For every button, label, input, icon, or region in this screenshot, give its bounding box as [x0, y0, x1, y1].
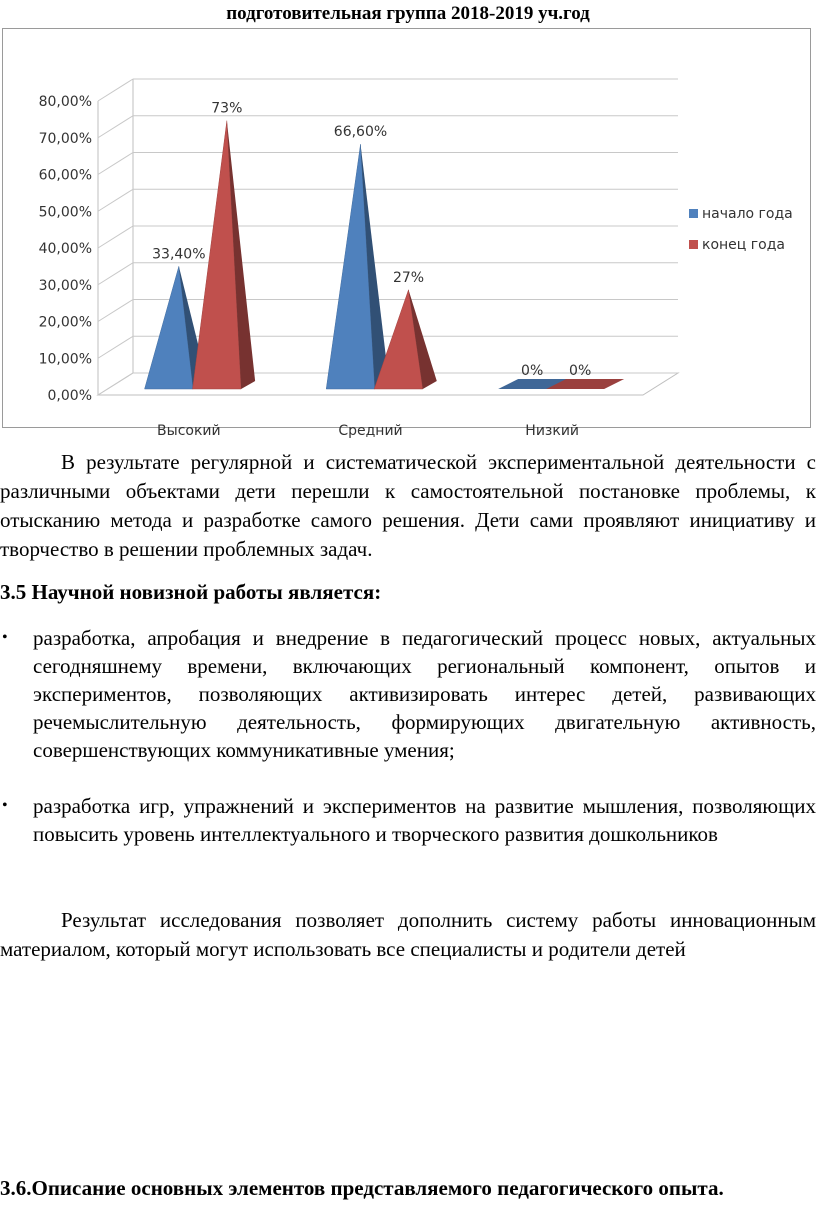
- gridline-side: [98, 116, 133, 138]
- gridline-side: [98, 336, 133, 358]
- y-tick-label: 30,00%: [38, 277, 92, 294]
- paragraph-conclusion: Результат исследования позволяет дополнить систему работы инновационным материалом, который могут использовать все специалисты и родители детей: [0, 908, 816, 961]
- gridline-side: [98, 189, 133, 211]
- bullet-icon: •: [2, 797, 8, 814]
- data-label: 0%: [569, 363, 592, 379]
- novelty-list: [0, 624, 816, 848]
- data-label: 0%: [521, 363, 544, 379]
- list-item-text: разработка, апробация и внедрение в педагогический процесс новых, актуальных сегодняшнему времени, включающих региональный компонент, опытов и экспериментов, позволяющих активизировать интерес детей, развивающих речемыслительную деятельность, формирующих двигательную активность, совершенствующих коммуникативные умения;: [33, 626, 816, 762]
- data-label: 27%: [392, 269, 425, 286]
- list-item-text: разработка игр, упражнений и экспериментов на развитие мышления, позволяющих повысить уровень интеллектуального и творческого развития дошкольников: [33, 794, 816, 846]
- x-tick-label: Средний: [338, 423, 403, 439]
- legend-swatch: [689, 240, 698, 249]
- pyramid-chart: [3, 29, 810, 439]
- heading-3-6: 3.6.Описание основных элементов представляемого педагогического опыта.: [0, 1176, 724, 1200]
- y-tick-label: 20,00%: [38, 314, 92, 331]
- y-tick-label: 50,00%: [38, 204, 92, 221]
- chart-title: подготовительная группа 2018-2019 уч.год: [226, 3, 590, 24]
- data-label: 73%: [211, 100, 243, 117]
- y-tick-label: 70,00%: [38, 130, 92, 147]
- data-label: 33,40%: [152, 246, 206, 263]
- list-item: [0, 792, 816, 848]
- pyramid-front-face: [326, 144, 375, 389]
- x-tick-label: Низкий: [525, 423, 580, 439]
- gridline-side: [98, 300, 133, 322]
- bullet-icon: •: [2, 629, 8, 646]
- y-tick-label: 40,00%: [38, 241, 92, 257]
- gridline-side: [98, 373, 133, 395]
- y-tick-label: 0,00%: [47, 388, 92, 404]
- paragraph-results: В результате регулярной и систематической экспериментальной деятельности с различными объектами дети перешли к самостоятельной постановке проблемы, к отысканию метода и разработке самого решения. Дети сами проявляют инициативу и творчество в решении проблемных задач.: [0, 450, 816, 561]
- pyramid-front-face: [145, 266, 194, 389]
- legend-swatch: [689, 209, 698, 218]
- gridline-side: [98, 153, 133, 175]
- gridline-side: [98, 79, 133, 101]
- heading-3-5: 3.5 Научной новизной работы является:: [0, 580, 382, 604]
- y-tick-label: 60,00%: [38, 167, 92, 184]
- gridline-side: [98, 226, 133, 248]
- gridline-side: [98, 263, 133, 285]
- legend-label: конец года: [702, 237, 785, 253]
- data-label: 66,60%: [333, 124, 388, 141]
- legend-label: начало года: [702, 206, 793, 222]
- y-tick-label: 80,00%: [38, 94, 92, 110]
- list-item: [0, 624, 816, 764]
- x-tick-label: Высокий: [157, 423, 221, 439]
- y-tick-label: 10,00%: [38, 351, 92, 368]
- chart-frame: [2, 28, 811, 439]
